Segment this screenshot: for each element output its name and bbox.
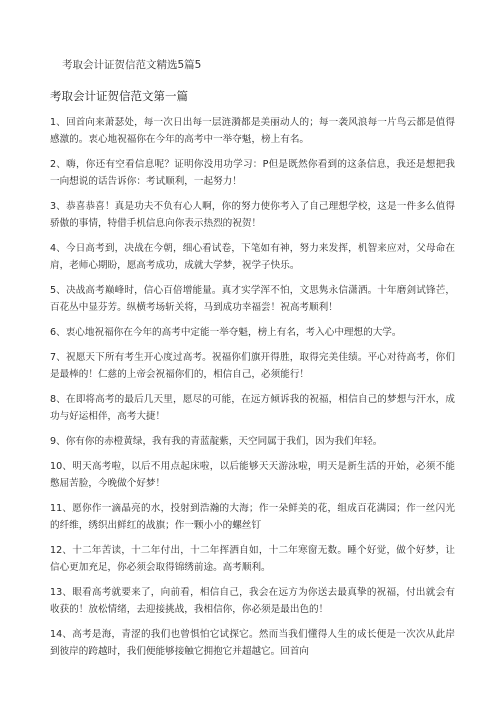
document-page	[50, 57, 455, 668]
paragraph: 3、恭喜恭喜！真是功夫不负有心人啊，你的努力使你考入了自己理想学校，这是一件多么值得骄傲的事情，特借手机信息向你表示热烈的祝贺！	[50, 201, 455, 229]
paragraph: 13、眼看高考就要来了，向前看，相信自己，我会在远方为你送去最真挚的祝福，付出就会有收获的！放松情绪，去迎接挑战，我相信你，你必须是最出色的！	[50, 587, 455, 615]
paragraph: 2、嗨，你还有空看信息呢？证明你没用功学习：P但是既然你看到的这条信息，我还是想把我一向想说的话告诉你：考试顺利，一起努力！	[50, 159, 455, 187]
document-title: 考取会计证贺信范文精选5篇5	[62, 59, 202, 71]
paragraph: 14、高考是海，青涩的我们也曾惧怕它试探它。然而当我们懂得人生的成长便是一次次从此岸到彼岸的跨越时，我们便能够接触它拥抱它并超越它。回首向	[50, 629, 455, 657]
paragraph: 11、愿你作一滴晶亮的水，投射到浩瀚的大海；作一朵鲜美的花，组成百花满园；作一丝闪光的纤维，绣织出鲜红的战旗；作一颗小小的螺丝钉	[50, 503, 455, 531]
paragraph: 5、决战高考巅峰时，信心百倍增能量。真才实学浑不怕，文思隽永信潇洒。十年磨剑试锋芒，百花丛中显芬芳。纵横考场斩关将，马到成功幸福尝！祝高考顺利！	[50, 285, 455, 313]
paragraph: 6、衷心地祝福你在今年的高考中定能一举夺魁，榜上有名，考入心中理想的大学。	[50, 327, 402, 338]
paragraph: 9、你有你的赤橙黄绿，我有我的青蓝靛紫，天空同属于我们，因为我们年轻。	[50, 436, 383, 447]
paragraph: 10、明天高考啦，以后不用点起床啦，以后能够天天游泳啦，明天是新生活的开始，必须不能憋屈苦脸，今晚做个好梦！	[50, 461, 455, 489]
paragraph: 7、祝愿天下所有考生开心度过高考。祝福你们旗开得胜，取得完美佳绩。平心对待高考，你们是最棒的！仁慈的上帝会祝福你们的，相信自己，必须能行！	[50, 352, 455, 380]
paragraph: 12、十二年苦读，十二年付出，十二年挥洒自如，十二年寒窗无数。睡个好觉，做个好梦，让信心更加充足，你必须会取得锦绣前途。高考顺利。	[50, 545, 455, 573]
paragraph: 1、回首向来萧瑟处，每一次日出每一层涟漪都是美丽动人的；每一袭风浪每一片鸟云都是值得感激的。衷心地祝福你在今年的高考中一举夺魁，榜上有名。	[50, 117, 455, 145]
paragraph: 8、在即将高考的最后几天里，愿尽的可能，在远方倾诉我的祝福，相信自己的梦想与汗水，成功与好运相伴，高考大捷！	[50, 394, 455, 422]
paragraph: 4、今日高考到，决战在今朝，细心看试卷，下笔如有神，努力来发挥，机智来应对，父母命在肩，老师心期盼，愿高考成功，成就大学梦，祝学子快乐。	[50, 243, 455, 271]
section-heading: 考取会计证贺信范文第一篇	[50, 89, 188, 103]
